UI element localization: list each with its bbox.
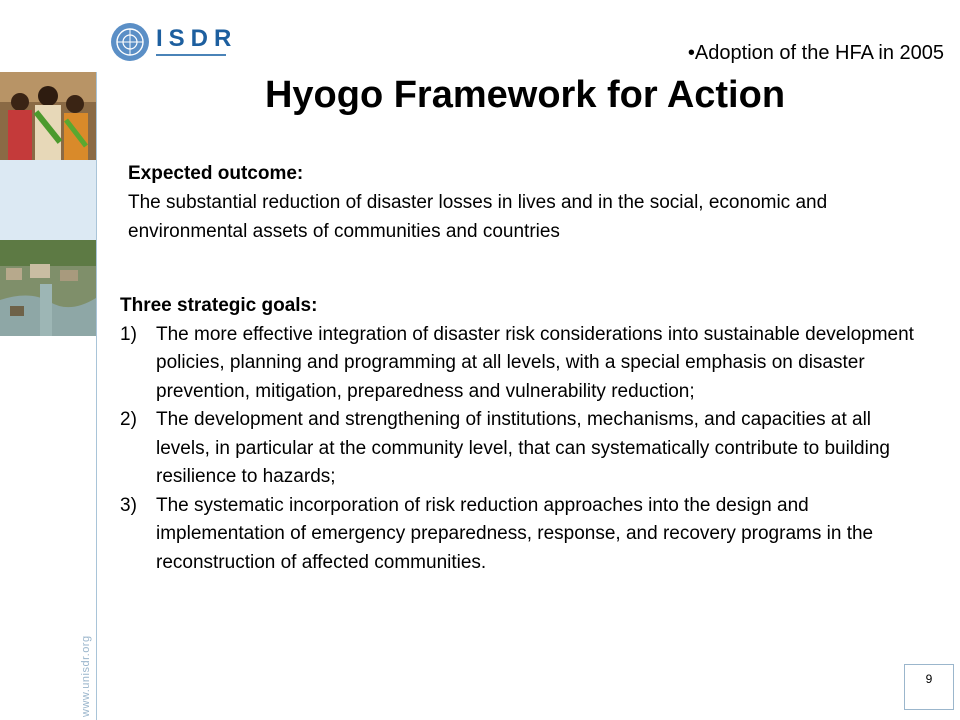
goal-item: [120, 406, 920, 492]
goal-number: 2): [120, 409, 137, 430]
goals-heading: Three strategic goals:: [120, 295, 318, 316]
goal-text: The development and strengthening of institutions, mechanisms, and capacities at all levels, in particular at the community level, that can systematically contribute to building resilience to hazards;: [156, 409, 890, 487]
un-emblem-icon: [108, 20, 152, 64]
goal-item: [120, 321, 920, 407]
page-number: 9: [904, 664, 954, 710]
goal-number: 3): [120, 494, 137, 516]
outcome-body: The substantial reduction of disaster losses in lives and in the social, economic and environmental assets of communities and countries: [128, 192, 828, 242]
flood-photo: [0, 240, 96, 336]
logo-rule: [156, 54, 226, 56]
goal-number: 1): [120, 323, 137, 345]
website-url: www.unisdr.org: [80, 635, 92, 717]
strategic-goals: [120, 292, 920, 577]
sidebar: [0, 72, 97, 720]
goal-text: The more effective integration of disaster risk considerations into sustainable development policies, planning and programming at all levels, with a special emphasis on disaster prevention, mitigation, preparedness and vulnerability reduction;: [156, 323, 914, 402]
goal-text: The systematic incorporation of risk reduction approaches into the design and implementation of emergency preparedness, response, and recovery programs in the reconstruction of affected communities.: [156, 494, 874, 573]
goals-list: [120, 321, 920, 578]
expected-outcome: [128, 159, 928, 246]
adoption-note: •Adoption of the HFA in 2005: [687, 42, 944, 64]
isdr-logo: [108, 20, 238, 64]
logo-text: ISDR: [156, 25, 238, 52]
goal-item: [120, 492, 920, 578]
slide-title: Hyogo Framework for Action: [264, 74, 786, 116]
outcome-heading: Expected outcome:: [128, 163, 304, 184]
